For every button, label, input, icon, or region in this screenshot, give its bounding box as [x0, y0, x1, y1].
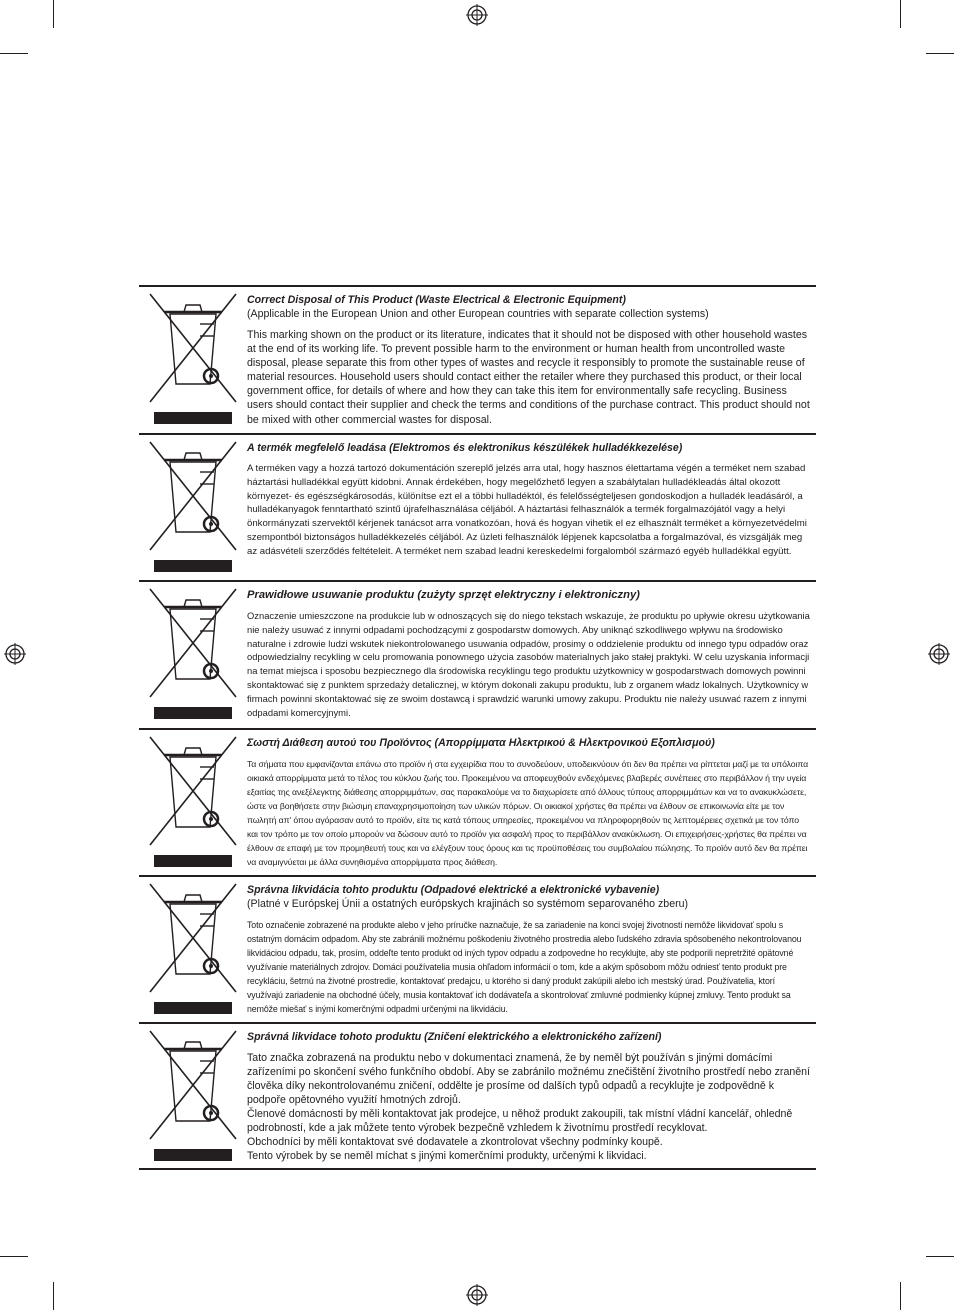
crop-mark [900, 0, 901, 28]
bin-underline-bar [154, 855, 232, 867]
weee-disposal-document [139, 285, 816, 1170]
crossed-out-bin-icon [139, 882, 239, 1020]
bin-underline-bar [154, 560, 232, 572]
section-body-paragraph: Tento výrobek by se neměl míchat s jinými komerčními produkty, určenými k likvidaci. [247, 1150, 647, 1162]
section-polish [139, 582, 816, 730]
registration-mark-icon [928, 643, 950, 665]
bin-underline-bar [154, 1002, 232, 1014]
section-subtitle: (Platné v Európskej Únii a ostatných európskych krajinách so systémom separovaného zberu) [247, 898, 689, 910]
crossed-out-bin-icon [139, 587, 239, 725]
section-title: Correct Disposal of This Product (Waste Electrical & Electronic Equipment) [247, 294, 626, 306]
bin-underline-bar [154, 707, 232, 719]
section-body: Oznaczenie umieszczone na produkcie lub w odnoszących się do niego tekstach wskazuje, że produktu po upływie okresu użytkowania nie należy usuwać z innymi odpadami pochodzącymi z gospodarstw domowych. Aby uniknąć szkodliwego wpływu na środowisko naturalne i zdrowie ludzi wskutek niekontrolowanego usuwania odpadów, prosimy o oddzielenie produktu od innego typu odpadów oraz odpowiedzialny recykling w celu promowania ponownego użycia zasobów materialnych jako stałej praktyki. W celu uzyskania informacji na temat miejsca i sposobu bezpiecznego dla środowiska recyklingu tego produktu użytkownicy w gospodarstwach domowych powinni skontaktować się z punktem sprzedaży detalicznej, w którym dokonali zakupu produktu, lub z organem władz lokalnych. Użytkownicy w firmach powinni skontaktować się ze swoim dostawcą i sprawdzić warunki umowy zakupu. Produktu nie należy usuwać razem z innymi odpadami komercyjnymi. [247, 610, 810, 718]
section-body [247, 1051, 812, 1163]
registration-mark-icon [466, 4, 488, 26]
crop-mark [0, 53, 28, 54]
crossed-out-bin-icon [139, 440, 239, 578]
section-title: A termék megfelelő leadása (Elektromos és elektronikus készülékek hulladékkezelése) [247, 442, 683, 454]
registration-mark-icon [4, 643, 26, 665]
section-body: A terméken vagy a hozzá tartozó dokumentáción szereplő jelzés arra utal, hogy hasznos élettartama végén a terméket nem szabad háztartási hulladékkal együtt kidobni. Annak érdekében, hogy megelőzhető legyen a szabálytalan hulladékleadás által okozott környezet- és egészségkárosodás, különítse ezt el a többi hulladéktól, és felelősségteljesen gondoskodjon a hulladék leadásáról, a hulladékanyagok fenntartható szintű újrafelhasználása céljából. A háztartási felhasználók a termék forgalmazójától vagy a helyi önkormányzati szervektől kérjenek tanácsot arra vonatkozóan, hová és hogyan vihetik el ez elhasznált terméket a környezetvédelmi szempontból biztonságos hulladékkezelés céljából. Az üzleti felhasználók lépjenek kapcsolatba a forgalmazóval, és vizsgálják meg az adásvételi szerződés feltételeit. A terméket nem szabad leadni kereskedelmi forgalomból származó egyéb hulladékkal együtt. [247, 463, 807, 557]
crossed-out-bin-icon [139, 1029, 239, 1167]
crossed-out-bin-icon [139, 735, 239, 873]
crop-mark [0, 1256, 28, 1257]
section-title: Správná likvidace tohoto produktu (Zničení elektrického a elektronického zařízení) [247, 1031, 662, 1043]
section-czech [139, 1024, 816, 1170]
section-body-paragraph: Obchodníci by měli kontaktovat své dodavatele a zkontrolovat všechny podmínky koupě. [247, 1136, 663, 1148]
section-body: Toto označenie zobrazené na produkte alebo v jeho príručke naznačuje, že sa zariadenie na konci svojej životnosti nemôže likvidovať spolu s ostatným domácim odpadom. Aby ste zabránili možnému poškodeniu životného prostredia alebo ľudského zdravia spôsobeného nekontrolovanou likvidáciou odpadu, tak, prosím, oddeľte tento produkt od iných typov odpadu a zodpovedne ho recyklujte, aby ste podporili nepretržité opätovné využívanie materiálnych zdrojov. Domáci používatelia musia ohľadom informácií o tom, kde a akým spôsobom môžu odniesť tento produkt pre recykláciu, šetrnú na životné prostredie, kontaktovať predajcu, u ktorého si daný produkt zakúpili alebo ich mestský úrad. Používatelia, ktorí využívajú zariadenie na obchodné účely, musia kontaktovať ich dodávateľa a skontrolovať zmluvné podmienky kúpnej zmluvy. Tento produkt sa nemôže miešať s inými komerčnými odpadmi určenými na likvidáciu. [247, 920, 802, 1014]
section-greek [139, 730, 816, 877]
crop-mark [900, 1282, 901, 1310]
crop-mark [53, 1282, 54, 1310]
section-title: Σωστή Διάθεση αυτού του Προϊόντος (Απορρίμματα Ηλεκτρικού & Ηλεκτρονικού Εξοπλισμού) [247, 737, 715, 749]
crop-mark [926, 53, 954, 54]
crop-mark [53, 0, 54, 28]
section-title: Prawidłowe usuwanie produktu (zużyty sprzęt elektryczny i elektroniczny) [247, 589, 640, 601]
section-slovak [139, 877, 816, 1024]
section-english [139, 287, 816, 435]
section-body-paragraph: Tato značka zobrazená na produktu nebo v dokumentaci znamená, že by neměl být používán s jinými domácími zařízeními po skončení svého funkčního období. Aby se zabránilo možnému znečištění životního prostředí nebo zranění člověka díky nekontrolovanému zničení, oddělte je prosíme od dalších typů odpadů a recyklujte je zodpovědně k podpoře opětovného využití hmotných zdrojů. [247, 1052, 810, 1106]
crop-mark [926, 1256, 954, 1257]
crossed-out-bin-icon [139, 292, 239, 430]
section-subtitle: (Applicable in the European Union and other European countries with separate collection systems) [247, 308, 709, 320]
section-hungarian [139, 435, 816, 582]
bin-underline-bar [154, 1149, 232, 1161]
section-body: This marking shown on the product or its literature, indicates that it should not be disposed with other household wastes at the end of its working life. To prevent possible harm to the environment or human health from uncontrolled waste disposal, please separate this from other types of wastes and recycle it responsibly to promote the sustainable reuse of material resources. Household users should contact either the retailer where they purchased this product, or their local government office, for details of where and how they can take this item for environmentally safe recycling. Business users should contact their supplier and check the terms and conditions of the purchase contract. This product should not be mixed with other commercial wastes for disposal. [247, 329, 810, 426]
bin-underline-bar [154, 412, 232, 424]
section-title: Správna likvidácia tohto produktu (Odpadové elektrické a elektronické vybavenie) [247, 884, 660, 896]
section-body: Τα σήματα που εμφανίζονται επάνω στο προϊόν ή στα εγχειρίδια που το συνοδεύουν, υποδεικνύουν ότι δεν θα πρέπει να ρίπτεται μαζί με τα υπόλοιπα οικιακά απορρίμματα μετά το τέλος του κύκλου ζωής του. Προκειμένου να αποφευχθούν ενδεχόμενες βλαβερές συνέπειες στο περιβάλλον ή την υγεία εξαιτίας της ανεξέλεγκτης διάθεσης απορριμμάτων, σας παρακαλούμε να το διαχωρίσετε από άλλους τύπους απορριμμάτων και να το ανακυκλώσετε, ώστε να βοηθήσετε στην βιώσιμη επαναχρησιμοποίηση των υλικών πόρων. Οι οικιακοί χρήστες θα πρέπει να έλθουν σε επικοινωνία είτε με τον πωλητή απ' όπου αγόρασαν αυτό το προϊόν, είτε τις κατά τόπους υπηρεσίες, προκειμένου να πληροφορηθούν τις λεπτομέρειες σχετικά με τον τόπο και τον τρόπο με τον οποίο μπορούν να δώσουν αυτό το προϊόν για ασφαλή προς το περιβάλλον ανακύκλωση. Οι επιχειρήσεις-χρήστες θα πρέπει να έλθουν σε επαφή με τον προμηθευτή τους και να ελέγξουν τους όρους και τις προϋποθέσεις του συμβολαίου πώλησης. Το προϊόν αυτό δεν θα πρέπει να αναμιγνύεται με άλλα συνηθισμένα απορρίμματα προς διάθεση. [247, 759, 809, 867]
registration-mark-icon [466, 1284, 488, 1306]
section-body-paragraph: Členové domácnosti by měli kontaktovat jak prodejce, u něhož produkt zakoupili, tak místní vládní kancelář, ohledně podrobností, kde a jak můžete tento výrobek bezpečně vzhledem k životnímu prostředí recyklovat. [247, 1108, 793, 1134]
